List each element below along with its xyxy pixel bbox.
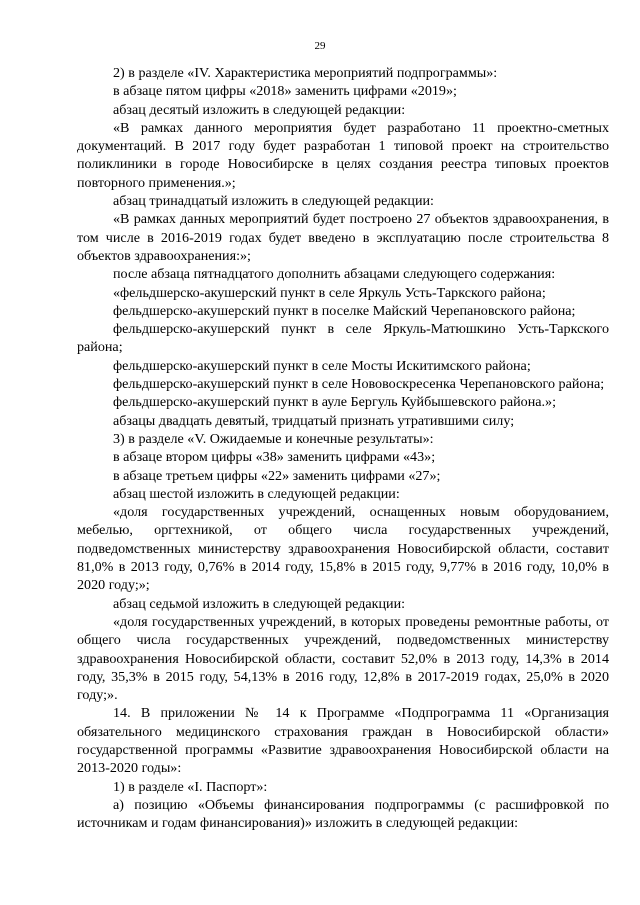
- paragraph-seventh-text: «доля государственных учреждений, в которых проведены ремонтные работы, от общего числа государственных учреждений, подведомственных министерству здравоохранения Новосибирской области, составит 52,0% в 2013 году, 14,3% в 2014 году, 35,3% в 2015 году, 54,13% в 2016 году, 12,8% в 2017-2019 годах, 25,0% в 2020 году;».: [77, 613, 609, 704]
- paragraph-tenth-text: «В рамках данного мероприятия будет разработано 11 проектно-сметных документаций. В 2017 году будет разработан 1 типовой проект на строительство поликлиники в городе Новосибирске в целях создания реестра типовых проектов повторного применения.»;: [77, 119, 609, 191]
- paragraph-add-after-fifteenth: после абзаца пятнадцатого дополнить абзацами следующего содержания:: [113, 266, 556, 283]
- list-item-fap-maiskiy: фельдшерско-акушерский пункт в поселке Майский Черепановского района;: [113, 302, 576, 319]
- paragraph-replace-2018: в абзаце пятом цифры «2018» заменить цифрами «2019»;: [113, 83, 457, 100]
- paragraph-tenth-intro: абзац десятый изложить в следующей редакции:: [113, 101, 406, 118]
- list-item-fap-mosty: фельдшерско-акушерский пункт в селе Мосты Искитимского района;: [113, 357, 531, 374]
- paragraph-financing-position: а) позицию «Объемы финансирования подпрограммы (с расшифровкой по источникам и годам финансирования)» изложить в следующей редакции:: [77, 796, 609, 832]
- paragraph-appendix-14: 14. В приложении № 14 к Программе «Подпрограмма 11 «Организация обязательного медицинского страхования граждан в Новосибирской области» государственной программы «Развитие здравоохранения Новосибирской области на 2013-2020 годы»:: [77, 705, 609, 777]
- list-item-fap-yarkul-matyushkino: фельдшерско-акушерский пункт в селе Яркуль-Матюшкино Усть-Таркского района;: [77, 321, 609, 356]
- paragraph-replace-22: в абзаце третьем цифры «22» заменить цифрами «27»;: [113, 467, 441, 484]
- list-item-fap-bergul: фельдшерско-акушерский пункт в ауле Бергуль Куйбышевского района.»;: [113, 394, 556, 411]
- list-item-fap-novovoskresenka: фельдшерско-акушерский пункт в селе Нововоскресенка Черепановского района;: [113, 376, 605, 393]
- paragraph-section-iv-heading: 2) в разделе «IV. Характеристика мероприятий подпрограммы»:: [113, 65, 498, 81]
- list-item-fap-yarkul: «фельдшерско-акушерский пункт в селе Яркуль Усть-Таркского района;: [113, 284, 546, 301]
- paragraph-replace-38: в абзаце втором цифры «38» заменить цифрами «43»;: [113, 449, 436, 466]
- paragraph-invalidate: абзацы двадцать девятый, тридцатый признать утратившими силу;: [113, 412, 515, 429]
- paragraph-section-v-heading: 3) в разделе «V. Ожидаемые и конечные результаты»:: [113, 430, 434, 447]
- paragraph-thirteenth-text: «В рамках данных мероприятий будет построено 27 объектов здравоохранения, в том числе в 2016-2019 годах будет введено в эксплуатацию после строительства 8 объектов здравоохранения:»;: [77, 211, 609, 264]
- paragraph-seventh-intro: абзац седьмой изложить в следующей редакции:: [113, 595, 406, 612]
- paragraph-thirteenth-intro: абзац тринадцатый изложить в следующей редакции:: [113, 193, 434, 210]
- paragraph-section-i-passport: 1) в разделе «I. Паспорт»:: [113, 778, 268, 795]
- page-number: 29: [314, 40, 326, 52]
- document-body: [77, 64, 609, 832]
- paragraph-sixth-intro: абзац шестой изложить в следующей редакции:: [113, 485, 400, 502]
- paragraph-sixth-text: «доля государственных учреждений, оснащенных новым оборудованием, мебелью, оргтехникой, от общего числа государственных учреждений, подведомственных министерству здравоохранения Новосибирской области, составит 81,0% в 2013 году, 0,76% в 2014 году, 15,8% в 2015 году, 9,77% в 2016 году, 10,0% в 2020 году;»;: [77, 504, 609, 594]
